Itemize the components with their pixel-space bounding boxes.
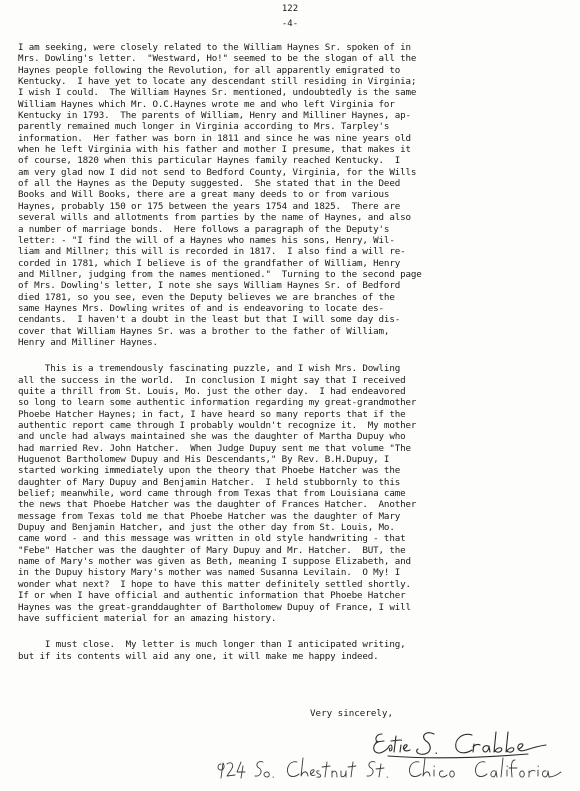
text-line: Dupuy and Benjamin Hatcher, and just the other day from St. Louis, Mo. — [18, 522, 395, 534]
text-line: am very glad now I did not send to Bedford County, Virginia, for the Wills — [18, 166, 417, 178]
text-line: Haynes was the great-granddaughter of Bartholomew Dupuy of France, I will — [18, 601, 411, 613]
text-line: letter: - "I find the will of a Haynes who names his sons, Henry, Wil- — [18, 234, 395, 246]
closing-salutation: Very sincerely, — [310, 708, 393, 719]
text-line: Henry and Milliner Haynes. — [18, 336, 158, 348]
text-line: corded in 1781, which I believe is of the grandfather of William, Henry — [18, 257, 401, 269]
text-line: authentic report came through I probably wouldn't recognize it. My mother — [18, 420, 417, 431]
text-line: and Millner, judging from the names mentioned." Turning to the second page — [18, 268, 422, 280]
text-line: but if its contents will aid any one, it will make me happy indeed. — [18, 650, 379, 662]
text-line: in the Dupuy history Mary's mother was named Susanna Levilain. O My! I — [18, 567, 401, 579]
text-line: Kentucky. I have yet to locate any descendant still residing in Virginia; — [18, 76, 417, 88]
text-line: message from Texas told me that Phoebe Hatcher was the daughter of Mary — [18, 510, 401, 522]
text-line: daughter of Mary Dupuy and Benjamin Hatcher. I held stubbornly to this — [18, 476, 401, 488]
text-line: died 1781, so you see, even the Deputy believes we are branches of the — [18, 291, 395, 303]
text-line: quite a thrill from St. Louis, Mo. just the other day. I had endeavored — [18, 385, 406, 397]
text-line: Books and Will Books, there are a great many deeds to or from various — [18, 189, 390, 201]
text-line: I must close. My letter is much longer than I anticipated writing, — [18, 639, 406, 651]
paragraph-1 — [18, 42, 568, 348]
text-line: same Haynes Mrs. Dowling writes of and is endeavoring to locate des- — [18, 302, 384, 314]
text-line: William Haynes which Mr. O.C.Haynes wrote me and who left Virginia for — [18, 98, 395, 110]
text-line: liam and Millner; this will is recorded in 1817. I also find a will re- — [18, 246, 406, 258]
text-line: had married Rev. John Hatcher. When Judge Dupuy sent me that volume "The — [18, 442, 411, 454]
text-line: Haynes people following the Revolution, for all apparently emigrated to — [18, 64, 401, 76]
letter-body — [18, 42, 568, 676]
text-line: several wills and allotments from parties by the name of Haynes, and also — [18, 212, 411, 224]
text-line: If or when I have official and authentic information that Phoebe Hatcher — [18, 590, 406, 602]
text-line: so long to learn some authentic information regarding my great-grandmother — [18, 397, 417, 409]
text-line: Huguenot Bartholomew Dupuy and His Descendants," By Rev. B.H.Dupuy, I — [18, 454, 390, 466]
section-mark: -4- — [281, 19, 299, 29]
text-line: Phoebe Hatcher Haynes; in fact, I have heard so many reports that if the — [18, 408, 406, 420]
text-line: "Febe" Hatcher was the daughter of Mary Dupuy and Mr. Hatcher. BUT, the — [18, 544, 406, 556]
text-line: started working immediately upon the theory that Phoebe Hatcher was the — [18, 465, 401, 477]
text-line: came word - and this message was written in old style handwriting - that — [18, 533, 406, 545]
page-number: 122 — [281, 4, 299, 14]
text-line: This is a tremendously fascinating puzzle, and I wish Mrs. Dowling — [18, 363, 401, 375]
text-line: all the success in the world. In conclusion I might say that I received — [18, 374, 406, 386]
text-line: have sufficient material for an amazing history. — [18, 612, 277, 624]
paragraph-3 — [18, 639, 568, 662]
text-line: of course, 1820 when this particular Haynes family reached Kentucky. I — [18, 155, 401, 167]
text-line: Haynes, probably 150 or 175 between the years 1754 and 1825. There are — [18, 200, 401, 212]
handwritten-address — [215, 750, 575, 790]
paragraph-2 — [18, 363, 568, 624]
text-line: I am seeking, were closely related to the William Haynes Sr. spoken of in — [18, 42, 411, 53]
text-line: I wish I could. The William Haynes Sr. mentioned, undoubtedly is the same — [18, 87, 417, 99]
text-line: and uncle had always maintained she was the daughter of Martha Dupuy who — [18, 431, 406, 443]
text-line: of all the Haynes as the Deputy suggested. She stated that in the Deed — [18, 178, 401, 190]
text-line: Kentucky in 1793. The parents of William, Henry and Milliner Haynes, ap- — [18, 110, 411, 122]
text-line: name of Mary's mother was given as Beth, meaning I suppose Elizabeth, and — [18, 556, 411, 568]
text-line: wonder what next? I hope to have this matter definitely settled shortly. — [18, 578, 411, 590]
text-line: Mrs. Dowling's letter. "Westward, Ho!" seemed to be the slogan of all the — [18, 53, 417, 65]
text-line: cover that William Haynes Sr. was a brother to the father of William, — [18, 325, 390, 337]
text-line: of Mrs. Dowling's letter, I note she says William Haynes Sr. of Bedford — [18, 280, 401, 292]
text-line: belief; meanwhile, word came through from Texas that from Louisiana came — [18, 488, 406, 500]
text-line: a number of marriage bonds. Here follows a paragraph of the Deputy's — [18, 223, 390, 235]
text-line: the news that Phoebe Hatcher was the daughter of Frances Hatcher. Another — [18, 499, 417, 511]
text-line: information. Her father was born in 1811 and since he was nine years old — [18, 132, 411, 144]
text-line: parently remained much longer in Virginia according to Mrs. Tarpley's — [18, 121, 390, 133]
text-line: when he left Virginia with his father and mother I presume, that makes it — [18, 144, 411, 156]
text-line: cendants. I haven't a doubt in the least but that I will some day dis- — [18, 314, 401, 326]
